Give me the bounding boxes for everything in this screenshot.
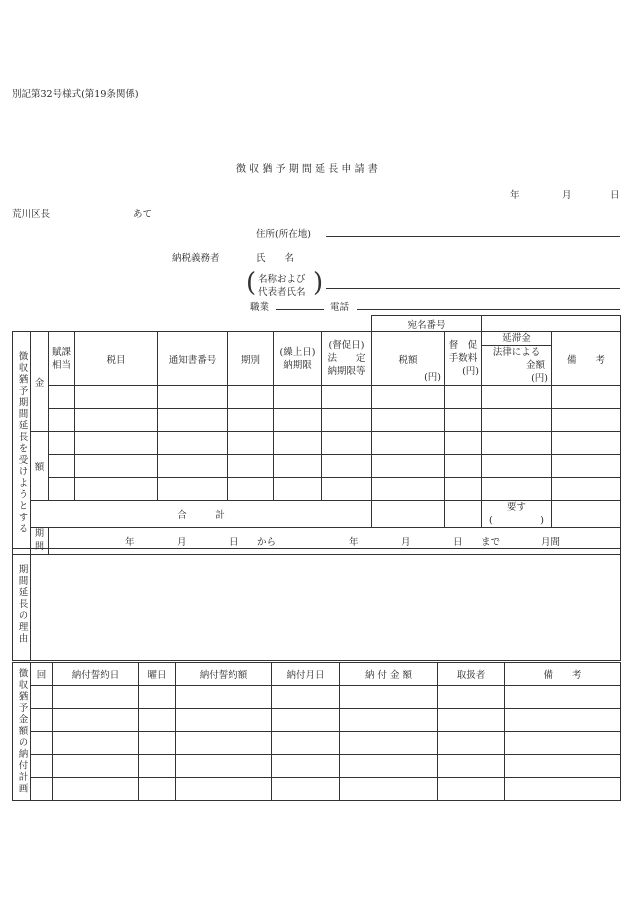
cell[interactable] xyxy=(272,732,340,755)
cell[interactable] xyxy=(31,709,53,732)
cell[interactable] xyxy=(445,478,482,501)
cell[interactable] xyxy=(75,478,158,501)
date-year: 年 xyxy=(510,190,520,201)
delinquency-header: 延滞金 法律による 金額 (円) xyxy=(482,332,552,386)
cell[interactable] xyxy=(176,755,272,778)
addressee: 荒川区長 xyxy=(12,209,51,220)
table-row xyxy=(13,409,621,432)
table-row xyxy=(13,478,621,501)
total-label: 合 計 xyxy=(31,501,372,528)
cell[interactable] xyxy=(272,755,340,778)
cell[interactable] xyxy=(505,778,621,801)
tax-item-header: 税目 xyxy=(75,332,158,386)
total-row xyxy=(13,501,621,528)
cell[interactable] xyxy=(482,386,552,409)
deadline-header: (繰上日) 納期限 xyxy=(274,332,322,386)
pay-amount-header: 納 付 金 額 xyxy=(340,663,438,686)
cell[interactable] xyxy=(274,478,322,501)
cell[interactable] xyxy=(445,432,482,455)
kin-label: 金 xyxy=(31,332,49,432)
job-field[interactable] xyxy=(276,309,324,310)
cell[interactable] xyxy=(53,686,139,709)
cell[interactable] xyxy=(49,386,75,409)
table-row xyxy=(13,778,621,801)
cell[interactable] xyxy=(505,755,621,778)
cell[interactable] xyxy=(505,709,621,732)
reason-field[interactable] xyxy=(31,549,621,661)
cell[interactable] xyxy=(438,732,505,755)
taxpayer-label: 納税義務者 xyxy=(172,253,220,264)
cell[interactable] xyxy=(274,386,322,409)
cell[interactable] xyxy=(552,432,621,455)
weekday-header: 曜日 xyxy=(139,663,176,686)
cell[interactable] xyxy=(158,478,228,501)
table-row xyxy=(13,386,621,409)
table-row xyxy=(13,432,621,455)
plan-remarks-header: 備 考 xyxy=(505,663,621,686)
cell[interactable] xyxy=(322,432,372,455)
fee-header: 督 促 手数料 (円) xyxy=(445,332,482,386)
cell[interactable] xyxy=(176,686,272,709)
times-header: 回 xyxy=(31,663,53,686)
cell[interactable] xyxy=(139,709,176,732)
cell[interactable] xyxy=(552,386,621,409)
cell[interactable] xyxy=(31,755,53,778)
date-day: 日 xyxy=(610,190,620,201)
cell[interactable] xyxy=(75,432,158,455)
total-remarks[interactable] xyxy=(552,501,621,528)
cell[interactable] xyxy=(139,778,176,801)
cell[interactable] xyxy=(49,432,75,455)
cell[interactable] xyxy=(372,409,445,432)
rep-label: 名称および 代表者氏名 xyxy=(258,274,306,298)
name-field[interactable] xyxy=(326,288,620,289)
cell[interactable] xyxy=(176,778,272,801)
cell[interactable] xyxy=(438,709,505,732)
cell[interactable] xyxy=(139,755,176,778)
atena-label: 宛名番号 xyxy=(372,316,482,332)
cell[interactable] xyxy=(552,478,621,501)
period-label: 期 間 xyxy=(31,528,49,555)
cell[interactable] xyxy=(158,455,228,478)
amount-table xyxy=(12,315,621,555)
cell[interactable] xyxy=(438,755,505,778)
name-label: 氏 名 xyxy=(256,253,295,264)
cell[interactable] xyxy=(340,732,438,755)
cell[interactable] xyxy=(340,709,438,732)
cell[interactable] xyxy=(272,686,340,709)
legal-deadline-header: (督促日) 法 定 納期限等 xyxy=(322,332,372,386)
cell[interactable] xyxy=(340,778,438,801)
cell[interactable] xyxy=(158,386,228,409)
cell[interactable] xyxy=(272,778,340,801)
cell[interactable] xyxy=(75,455,158,478)
cell[interactable] xyxy=(53,755,139,778)
table-row xyxy=(13,455,621,478)
cell[interactable] xyxy=(272,709,340,732)
cell[interactable] xyxy=(482,478,552,501)
pay-date-header: 納付月日 xyxy=(272,663,340,686)
job-label: 職業 xyxy=(250,302,270,313)
cell[interactable] xyxy=(228,432,274,455)
cell[interactable] xyxy=(552,455,621,478)
cell[interactable] xyxy=(176,732,272,755)
handler-header: 取扱者 xyxy=(438,663,505,686)
cell[interactable] xyxy=(228,455,274,478)
table-row xyxy=(13,755,621,778)
notice-no-header: 通知書番号 xyxy=(158,332,228,386)
pledge-date-header: 納付誓約日 xyxy=(53,663,139,686)
cell[interactable] xyxy=(139,732,176,755)
cell[interactable] xyxy=(552,409,621,432)
cell[interactable] xyxy=(31,732,53,755)
tax-amount-header: 税額 (円) xyxy=(372,332,445,386)
cell[interactable] xyxy=(445,386,482,409)
cell[interactable] xyxy=(505,732,621,755)
cell[interactable] xyxy=(176,709,272,732)
cell[interactable] xyxy=(340,686,438,709)
cell[interactable] xyxy=(228,409,274,432)
addressee-suffix: あて xyxy=(133,209,153,220)
cell[interactable] xyxy=(274,432,322,455)
cell[interactable] xyxy=(158,432,228,455)
cell[interactable] xyxy=(49,409,75,432)
cell[interactable] xyxy=(482,432,552,455)
table-row xyxy=(13,709,621,732)
phone-field[interactable] xyxy=(357,309,620,310)
cell[interactable] xyxy=(445,455,482,478)
address-label: 住所(所在地) xyxy=(256,229,311,240)
cell[interactable] xyxy=(53,732,139,755)
cell[interactable] xyxy=(75,386,158,409)
date-month: 月 xyxy=(562,190,572,201)
cell[interactable] xyxy=(228,386,274,409)
cell[interactable] xyxy=(322,455,372,478)
cell[interactable] xyxy=(372,432,445,455)
fuka-header: 賦課 相当 xyxy=(49,332,75,386)
cell[interactable] xyxy=(49,455,75,478)
cell[interactable] xyxy=(372,455,445,478)
close-bracket: ) xyxy=(313,268,324,298)
gaku-label: 額 xyxy=(31,432,49,501)
phone-label: 電話 xyxy=(330,302,350,313)
table-row xyxy=(13,732,621,755)
total-tax-amount[interactable] xyxy=(372,501,445,528)
cell[interactable] xyxy=(75,409,158,432)
side-label-amount: 徴収猶予期間延長を受けようとする xyxy=(13,332,31,555)
address-field[interactable] xyxy=(326,236,620,237)
cell[interactable] xyxy=(372,386,445,409)
cell[interactable] xyxy=(482,409,552,432)
reason-table xyxy=(12,548,621,661)
cell[interactable] xyxy=(438,686,505,709)
cell[interactable] xyxy=(505,686,621,709)
plan-table xyxy=(12,662,621,801)
required-cell[interactable]: 要す ( ) xyxy=(482,501,552,528)
open-bracket: ( xyxy=(246,268,257,298)
cell[interactable] xyxy=(53,778,139,801)
atena-field[interactable] xyxy=(482,316,621,332)
cell[interactable] xyxy=(438,778,505,801)
plan-side-label: 徴収猶予金額の納付計画 xyxy=(13,663,31,801)
cell[interactable] xyxy=(31,778,53,801)
pledge-amount-header: 納付誓約額 xyxy=(176,663,272,686)
cell[interactable] xyxy=(139,686,176,709)
form-number: 別記第32号様式(第19条関係) xyxy=(12,89,139,100)
cell[interactable] xyxy=(372,478,445,501)
period-header: 期別 xyxy=(228,332,274,386)
cell[interactable] xyxy=(322,386,372,409)
cell[interactable] xyxy=(482,455,552,478)
cell[interactable] xyxy=(322,409,372,432)
period-field[interactable]: 年 月 日 から 年 月 日 まで 月間 xyxy=(49,528,621,555)
remarks-header: 備 考 xyxy=(552,332,621,386)
cell[interactable] xyxy=(322,478,372,501)
total-fee[interactable] xyxy=(445,501,482,528)
cell[interactable] xyxy=(158,409,228,432)
cell[interactable] xyxy=(445,409,482,432)
cell[interactable] xyxy=(274,409,322,432)
cell[interactable] xyxy=(340,755,438,778)
cell[interactable] xyxy=(49,478,75,501)
cell[interactable] xyxy=(31,686,53,709)
cell[interactable] xyxy=(228,478,274,501)
page-title: 徴 収 猶 予 期 間 延 長 申 請 書 xyxy=(236,164,378,175)
table-row xyxy=(13,686,621,709)
cell[interactable] xyxy=(53,709,139,732)
cell[interactable] xyxy=(274,455,322,478)
reason-label: 期間延長の理由 xyxy=(13,549,31,661)
